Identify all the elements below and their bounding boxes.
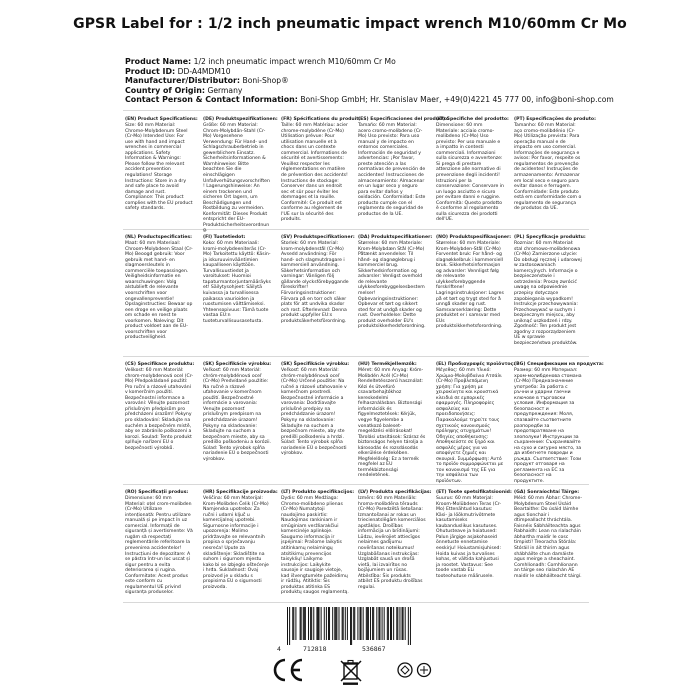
info-label: Manufacturer/Distributor:	[125, 76, 241, 86]
spec-block	[512, 229, 584, 356]
spec-block-heading: (SV) Produktspecifikationer:	[281, 235, 355, 240]
barcode-bar	[351, 607, 352, 645]
product-info	[125, 57, 685, 105]
barcode-bar	[384, 607, 385, 640]
spec-block-text: Dimensione: 60 mm Materiale: acciaio cromo-molibdeno (Cr-Mo) Uso previsto: Per uso manuale e a impatto in contesti commerciali. Informazioni sulla sicurezza e avvertenze: Si prega di prestare attenzione alle normative di prevenzione degli incidenti! Istruzioni per la conservazione: Conservare in un luogo asciutto e sicuro per evitare danni e ruggine. Conformità: Questo prodotto è conforme al regolamento sulla sicurezza dei prodotti dell'UE.	[436, 123, 504, 223]
spec-block	[123, 484, 195, 602]
spec-block-heading: (EL) Προδιαγραφές προϊόντος:	[436, 362, 516, 367]
barcode-bar	[324, 607, 325, 640]
manufacturer-row	[125, 76, 685, 86]
spec-block-heading: (FR) Spécifications du produit:	[281, 117, 361, 122]
barcode-bar	[354, 607, 355, 640]
barcode-digits-left: 712818	[303, 645, 327, 653]
spec-block-heading: (RO) Specificații produs:	[125, 490, 189, 495]
barcode-bar	[300, 607, 301, 640]
barcode-digit-lead: 4	[277, 645, 281, 653]
spec-block-text: Størrelse: 60 mm Materiale: Krom-Molybden-Stål (Cr-Mo) Forventet bruk: For hånd- og slagnøkkelbruk i kommersiell bruk. Sikkerhetsinformasjon og advarsler: Vennligst følg de relevante ulykkesforebyggende forskriftene! Lagringsinstruksjoner: Lagres på et tørt og trygt sted for å unngå skader og rust. Samsvarserklæring: Dette produktet er i samsvar med EUs produktsikkerhetsforordning.	[436, 241, 504, 330]
spec-block	[356, 484, 432, 602]
barcode-bar	[408, 607, 409, 645]
barcode	[287, 607, 411, 645]
barcode-bar	[304, 607, 305, 640]
barcode-bar	[329, 607, 330, 640]
barcode-bar	[310, 607, 311, 640]
spec-block-heading: (BG) Спецификации на продукта:	[514, 362, 604, 367]
spec-block	[201, 229, 273, 356]
spec-block	[201, 111, 278, 234]
barcode-bar	[292, 607, 293, 640]
barcode-bar	[335, 607, 336, 640]
barcode-bar	[301, 607, 302, 640]
info-label: Product Name:	[125, 57, 192, 66]
barcode-bar	[332, 607, 333, 640]
barcode-bar	[353, 607, 354, 640]
barcode-digits-right: 536867	[362, 645, 386, 653]
spec-block-text: Velikost: 60 mm Materiál: chrom-molybdenová ocel (Cr-Mo) Předpokládané použití: Pro ruční a rázové utahování v komerčním použití. Bezpečnostní informace a varování: Věnujte pozornost příslušným předpisům pro předcházení úrazům! Pokyny pro skladování: Skladujte na suchém a bezpečném místě, aby se zabránilo poškození a korozi. Soulad: Tento produkt splňuje nařízení EU o bezpečnosti výrobků.	[125, 368, 193, 451]
spec-block	[512, 484, 584, 602]
spec-block-text: Veličina: 60 mm Materijal: Krom-Molibden Čelik (Cr-Mo) Namjenska upotreba: Za ručni i udarni ključ u komercijalnoj upotrebi. Sigurnosne informacije i upozorenja: Molimo pridržavajte se relevantnih propisa o sprječavanju nesreća! Upute za skladištenje: Skladištite na suhom i sigurnom mjestu kako bi se izbjeglo oštećenje i hrđa. Sukladnost: Ovaj proizvod je u skladu s propisima EU o sigurnosti proizvoda.	[203, 496, 269, 590]
crossed-bin-icon	[340, 658, 362, 686]
spec-block	[123, 111, 198, 229]
barcode-bar	[366, 607, 367, 640]
barcode-bar	[313, 607, 314, 640]
spec-grid	[123, 110, 604, 602]
info-value: DD-A4MDM10	[177, 66, 231, 76]
barcode-bar	[338, 607, 339, 640]
spec-block-heading: (SK) Špecifikácie výrobku:	[281, 362, 350, 367]
barcode-bar	[390, 607, 391, 640]
spec-block-text: Koko: 60 mm Materiaali: kromi-molybdeeniteräs (Cr-Mo) Tarkoitettu käyttö: Käsin- ja iskuruuvinvääntimien kaupalliseen käyttöön. Turvallisuustiedot ja varoitukset: Huomioi tapaturmantorjuntamääräykset! Säilytysohjeet: Säilytä kuivassa ja turvallisessa paikassa vaurioiden ja ruostumisen välttämiseksi. Yhteensopivuus: Tämä tuote vastaa EU:n tuoteturvallisuusasetusta.	[203, 241, 271, 324]
barcode-bar	[293, 607, 294, 640]
spec-block-heading: (LT) Produkto specifikacijos:	[281, 490, 355, 495]
spec-block-heading: (IT) Specifiche del prodotto:	[436, 117, 509, 122]
barcode-bar	[295, 607, 296, 640]
spec-block-text: Izmērs: 60 mm Materiāls: hroma-molibdēna tērauds (Cr-Mo) Paredzētā lietošana: Izmantošanai ar rokas un triecienatslēgām komerciālos apstākļos. Drošības informācija un brīdinājumi: Lūdzu, ievērojiet attiecīgos nelaimes gadījumu novēršanas noteikumus! Uzglabāšanas instrukcijas: Uzglabāt sausā un drošā vietā, lai izvairītos no bojājumiem un rūsas. Atbilstība: Šis produkts atbilst ES produktu drošības regulai.	[358, 496, 426, 590]
spec-block-text: Maat: 60 mm Materiaal: Chroom-Molybdeen Staal (Cr-Mo) Beoogd gebruik: Voor gebruik met hand- en slagmoersleutels in commerciële toepassingen. Veiligheidsinformatie en waarschuwingen: Volg alstublieft de relevante voorschriften voor ongevallenpreventie! Opslaginstructies: Bewaar op een droge en veilige plaats om schade en roest te voorkomen. Naleving: Dit product voldoet aan de EU-voorschriften voor productveiligheid.	[125, 241, 193, 341]
barcode-bar	[410, 607, 411, 645]
info-value: 1/2 inch pneumatic impact wrench M10/60mm Cr Mo	[193, 57, 396, 66]
spec-block	[356, 356, 428, 484]
spec-block	[434, 111, 509, 229]
barcode-bar	[376, 607, 377, 640]
spec-block	[279, 229, 355, 356]
spec-block-heading: (EN) Product Specifications:	[125, 117, 198, 122]
ce-mark-icon	[271, 656, 305, 684]
spec-block-heading: (CS) Specifikace produktu:	[125, 362, 195, 367]
barcode-bar	[372, 607, 373, 640]
barcode-bar	[387, 607, 388, 640]
spec-row	[123, 356, 604, 485]
barcode-bar	[328, 607, 329, 640]
spec-block	[201, 484, 278, 602]
barcode-bar	[342, 607, 343, 640]
barcode-bar	[396, 607, 397, 640]
spec-block-heading: (GA) Sonraíochtaí Táirge:	[514, 490, 580, 495]
spec-block	[279, 484, 355, 602]
spec-block-text: Rozmiar: 60 mm Materiał: stal chromowo-molibdenowa (Cr-Mo) Zamierzone użycie: Do obsługi ręcznej i udarowej w zastosowaniach komercyjnych. Informacje o bezpieczeństwie i ostrzeżenia: Proszę zwrócić uwagę na odpowiednie przepisy dotyczące zapobiegania wypadkom! Instrukcje przechowywania: Przechowywać w suchym i bezpiecznym miejscu, aby uniknąć uszkodzeń i rdzy. Zgodność: Ten produkt jest zgodny z rozporządzeniem UE w sprawie bezpieczeństwa produktów.	[514, 241, 582, 346]
label-title: GPSR Label for : 1/2 inch pneumatic impact wrench M10/60mm Cr Mo	[73, 16, 627, 32]
barcode-bar	[303, 607, 304, 640]
barcode-bar	[289, 607, 290, 645]
barcode-bar	[397, 607, 398, 640]
spec-block	[279, 111, 361, 229]
product-id-row	[125, 67, 685, 77]
barcode-bar	[287, 607, 288, 645]
spec-block-text: Größe: 60 mm Material: Chrom-Molybdän-Stahl (Cr-Mo) Vorgesehene Verwendung: Für Hand- und Schlagschrauberbetrieb in gewerblichem Einsatz. Sicherheitsinformationen & Warnhinweise: Bitte beachten Sie die einschlägigen Unfallverhütungsvorschriften! Lagerungshinweise: An einem trockenen und sicheren Ort lagern, um Beschädigungen und Rostbildung zu vermeiden. Konformität: Dieses Produkt entspricht der EU-Produktsicherheitsverordnung.	[203, 123, 270, 234]
barcode-bar	[334, 607, 335, 640]
spec-block-text: Size: 60 mm Material: Chrome-Molybdenum Steel (Cr-Mo) Intended Use: For use with hand and impact wrenches in commercial applications. Safety Information & Warnings: Please follow the relevant accident prevention regulations! Storage Instructions: Store in a dry and safe place to avoid damage and rust. Compliance: This product complies with the EU product safety standards.	[125, 123, 193, 212]
spec-block-text: Μέγεθος: 60 mm Υλικό: Χρώμιο-Μολυβδαίνιο Ατσάλι (Cr-Mo) Προβλεπόμενη χρήση: Για χρήση με χειροκίνητα και κρουστικά κλειδιά σε εμπορικές εφαρμογές. Πληροφορίες ασφαλείας και προειδοποιήσεις: Παρακαλούμε τηρείτε τους σχετικούς κανονισμούς πρόληψης ατυχημάτων! Οδηγίες αποθήκευσης: Αποθηκεύστε σε ξηρό και ασφαλές μέρος για να αποφύγετε ζημιές και σκουριά. Συμμόρφωση: Αυτό το προϊόν συμμορφώνεται με τον κανονισμό της ΕΕ για την ασφάλεια των προϊόντων.	[436, 368, 504, 484]
spec-block-text: Taille: 60 mm Matériau: acier chrome-molybdène (Cr-Mo) Utilisation prévue: Pour utilisation manuelle et à chocs dans un contexte commercial. Informations de sécurité et avertissements: Veuillez respecter les réglementations en matière de prévention des accidents! Instructions de stockage: Conserver dans un endroit sec et sûr pour éviter les dommages et la rouille. Conformité: Ce produit est conforme au règlement de l'UE sur la sécurité des produits.	[281, 123, 348, 223]
barcode-bar	[317, 607, 318, 640]
spec-block-heading: (SK) Špecifikácie výrobku:	[203, 362, 272, 367]
spec-block-heading: (NO) Produktspesifikasjoner:	[436, 235, 512, 240]
spec-block	[434, 229, 512, 356]
barcode-bar	[378, 607, 379, 640]
barcode-bar	[361, 607, 362, 640]
spec-block-heading: (DA) Produktspecifikationer:	[358, 235, 433, 240]
spec-block-text: Tamaño: 60 mm Material: acero cromo-molibdeno (Cr-Mo) Uso previsto: Para uso manual y de impacto en entornos comerciales. Información de seguridad y advertencias: ¡Por favor, preste atención a las normativas de prevención de accidentes! Instrucciones de almacenamiento: Almacenar en un lugar seco y seguro para evitar daños y oxidación. Conformidad: Este producto cumple con el reglamento de seguridad de productos de la UE.	[358, 123, 426, 217]
spec-block-heading: (HR) Specifikacije proizvoda:	[203, 490, 278, 495]
barcode-bar	[388, 607, 389, 640]
spec-block-text: Veľkosť: 60 mm Materiál: chróm-molybdénová oceľ (Cr-Mo) Určené použitie: Na ručné a rázové uťahovanie v komerčnom prostredí. Bezpečnostné informácie a varovania: Dodržiavajte príslušné predpisy na predchádzanie úrazom! Pokyny na skladovanie: Skladujte na suchom a bezpečnom mieste, aby ste predišli poškodeniu a hrdzi. Súlad: Tento výrobok spĺňa nariadenie EÚ o bezpečnosti výrobkov.	[281, 368, 347, 457]
barcode-bar	[319, 607, 320, 640]
spec-block	[123, 356, 195, 484]
barcode-bar	[345, 607, 346, 640]
spec-block	[279, 356, 351, 484]
info-value: Boni-Shop®	[242, 76, 289, 86]
spec-block	[512, 356, 604, 484]
spec-block-text: Storlek: 60 mm Material: krom-molybdenstål (Cr-Mo) Avsedd användning: För hand- och slagmutdragare i kommersiell användning. Säkerhetsinformation och varningar: Vänligen följ gällande olycksförebyggande föreskrifter! Förvaringsinstruktioner: Förvara på en torr och säker plats för att undvika skador och rost. Efterlevnad: Denna produkt uppfyller EU:s produktsäkerhetsförordning.	[281, 241, 349, 324]
info-value: Germany	[207, 85, 243, 95]
barcode-bar	[367, 607, 368, 640]
spec-block-text: Dimensiune: 60 mm Material: oțel crom-molibden (Cr-Mo) Utilizare intenționată: Pentru utilizare manuală și pe impact în uz comercial. Informații de siguranță și avertismente: Vă rugăm să respectați reglementările referitoare la prevenirea accidentelor! Instrucțiuni de depozitare: A se păstra într-un loc uscat și sigur pentru a evita deteriorarea și rugina. Conformitate: Acest produs este conform cu regulamentul UE privind siguranța produselor.	[125, 496, 193, 596]
barcode-bar	[402, 607, 403, 640]
barcode-bar	[326, 607, 327, 640]
barcode-bar	[382, 607, 383, 640]
spec-row	[123, 229, 589, 357]
spec-row	[123, 484, 589, 603]
spec-block-heading: (LV) Produkta specifikācijas:	[358, 490, 432, 495]
barcode-bar	[391, 607, 392, 640]
spec-block-heading: (NL) Productspecificaties:	[125, 235, 192, 240]
barcode-bar	[399, 607, 400, 640]
barcode-bar	[308, 607, 309, 640]
barcode-bar	[357, 607, 358, 640]
spec-block-text: Suurus: 60 mm Materjal: Kroom-Molübdeen Teras (Cr-Mo) Ettenähtud kasutus: Käsi- ja löökmutrivõtmete kasutamiseks kaubanduslikus kasutuses. Ohutusteave ja hoiatused: Palun järgige asjakohaseid õnnetuste ennetamise eeskirju! Hoiustamisjuhised: Hoida kuivas ja turvalises kohas, et vältida kahjustusi ja roostet. Vastavus: See toode vastab ELi tooteohutuse määrusele.	[436, 496, 502, 579]
spec-block	[356, 111, 449, 229]
barcode-bar	[360, 607, 361, 640]
spec-block-heading: (HU) Termékjellemzők:	[358, 362, 417, 367]
barcode-bar	[373, 607, 374, 640]
spec-block	[123, 229, 195, 356]
mobius-recycle-icon	[395, 659, 435, 681]
barcode-bar	[370, 607, 371, 640]
barcode-bar	[321, 607, 322, 640]
spec-block-heading: (DE) Produktspezifikationen:	[203, 117, 278, 122]
barcode-bar	[379, 607, 380, 640]
contact-row	[125, 95, 685, 105]
barcode-bar	[336, 607, 337, 640]
info-label: Contact Person & Contact Information:	[125, 95, 298, 105]
spec-block-heading: (PL) Specyfikacje produktu:	[514, 235, 586, 240]
spec-block-text: Méret: 60 mm Anyag: Króm-Molibdén Acél (Cr-Mo) Rendeltetésszerű használat: Kézi és ütvefúró csavarbehajtókhoz kereskedelmi felhasználásban. Biztonsági információk és figyelmeztetések: Kérjük, vegye figyelembe a vonatkozó baleset-megelőzési előírásokat! Tárolási utasítások: Száraz és biztonságos helyen tárolja a károsodás és rozsdásodás elkerülése érdekében. Megfelelőség: Ez a termék megfelel az EU termékbiztonsági rendeletének.	[358, 368, 426, 479]
spec-block	[434, 356, 516, 484]
spec-block	[512, 111, 596, 229]
info-value: Boni-Shop GmbH; Hr. Stanislav Maer, +49(0)4221 45 777 00, info@boni-shop.com	[300, 95, 614, 105]
spec-block-text: Veľkosť: 60 mm Materiál: chróm-molybdénová oceľ (Cr-Mo) Predvídané použitie: Na ručné a rázové uťahovanie v komerčnom použití. Bezpečnostné informácie a varovania: Venujte pozornosť príslušným predpisom na predchádzanie úrazom! Pokyny na skladovanie: Skladujte na suchom a bezpečnom mieste, aby sa predišlo poškodeniu a korózii. Súlad: Tento výrobok spĺňa nariadenie EÚ o bezpečnosti výrobkov.	[203, 368, 271, 462]
barcode-bar	[403, 607, 404, 640]
barcode-bar	[305, 607, 306, 640]
barcode-bar	[350, 607, 351, 645]
spec-block-text: Tamanho: 60 mm Material: aço cromo-molibdénio (Cr-Mo) Utilização prevista: Para operação manual e de impacto em uso comercial. Informações de segurança e avisos: Por favor, respeite os regulamentos de prevenção de acidentes! Instruções de armazenamento: Armazenar em local seco e seguro para evitar danos e ferrugem. Conformidade: Este produto está em conformidade com o regulamento de segurança de produtos da UE.	[514, 123, 582, 212]
spec-block-heading: (ET) Toote spetsifikatsioonid:	[436, 490, 512, 495]
spec-block-heading: (FI) Tuotetiedot:	[203, 235, 246, 240]
barcode-bar	[405, 607, 406, 640]
spec-block-text: Størrelse: 60 mm Materiale: Krom-Molybdæn Stål (Cr-Mo) Påtænkt anvendelse: Til hånd- og slagnøglebrug i kommerciel brug. Sikkerhedsinformation og advarsler: Venligst overhold de relevante ulykkesforebyggelsesbestemmelser! Opbevaringsinstruktioner: Opbevar et tørt og sikkert sted for at undgå skader og rust. Overholdelse: Dette produkt overholder EU's produktsikkerhedsforordning.	[358, 241, 426, 330]
info-label: Product ID:	[125, 66, 176, 76]
spec-block	[434, 484, 512, 602]
spec-block	[201, 356, 273, 484]
barcode-bar	[393, 607, 394, 640]
spec-block-text: Méid: 60 mm Ábhar: Chrome-Molybdenum Steel Úsáid Beartaithe: Do úsáid láimhe agus tionchair i dtimpeallacht thráchtála. Faisnéis Sábháilteachta agus Rabhaidh: Lean na rialacháin ábhartha maidir le cosc timpistí! Treoracha Stórála: Stóráil in áit thirim agus shábháilte chun damáiste agus meirge a sheachaint. Comhlíonadh: Comhlíonann an táirge seo rialachán AE maidir le sábháilteacht táirgí.	[514, 496, 582, 579]
barcode-bar	[368, 607, 369, 640]
info-label: Country of Origin:	[125, 85, 206, 95]
spec-block-heading: (ES) Especificaciones del producto:	[358, 117, 449, 122]
country-row	[125, 86, 685, 96]
spec-block-text: Dydis: 60 mm Medžiaga: Chromo-molibdeno plienas (Cr-Mo) Numatytoji naudojimo paskirtis: Naudojimas rankiniam ir smūginiam veržliarakčiui komercinėje aplinkoje. Saugumo informacija ir įspėjimai: Prašome laikytis atitinkamų nelaimingų atsitikimų prevencijos taisyklių! Laikymo instrukcijos: Laikykite sausoje ir saugioje vietoje, kad išvengtumėte pažeidimų ir rūdžių. Atitiktis: Šis produktas atitinka ES produktų saugos reglamentą.	[281, 496, 349, 596]
barcode-bar	[347, 607, 348, 640]
barcode-bar	[363, 607, 364, 640]
spec-block-heading: (PT) Especificações do produto:	[514, 117, 596, 122]
barcode-bar	[343, 607, 344, 640]
spec-row	[123, 111, 596, 234]
spec-block-text: Размер: 60 mm Материал: хром-молибденова стомана (Cr-Mo) Предназначение употреба: За работа с ръчни и ударни гаечни ключове в търговски условия. Информация за безопасност и предупреждения: Моля, спазвайте съответните разпоредби за предотвратяване на злополуки! Инструкции за съхранение: Съхранявайте на сухо и сигурно място, за да избегнете повреди и ръжда. Съответствие: Този продукт отговаря на регламента на ЕС за безопасност на продуктите.	[514, 368, 582, 484]
product-name-row	[125, 57, 685, 67]
barcode-bar	[316, 607, 317, 640]
spec-block	[356, 229, 433, 356]
barcode-bar	[311, 607, 312, 640]
